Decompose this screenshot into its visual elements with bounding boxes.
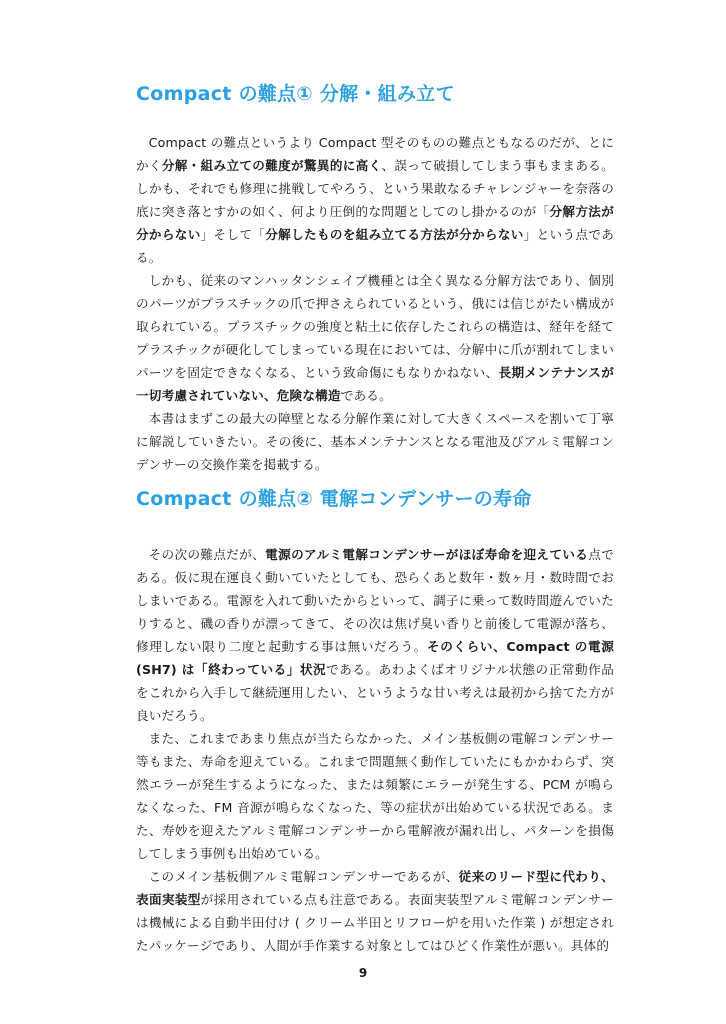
section-heading-capacitor-lifespan: Compact の難点② 電解コンデンサーの寿命 [136,488,532,510]
paragraph: このメイン基板側アルミ電解コンデンサーであるが、従来のリード型に代わり、表面実装型が採用されている点も注意である。表面実装型アルミ電解コンデンサーは機械による自動半田付け ( クリーム半田とリフロー炉を用いた作業 ) が想定されたパッケージであり、人間が手作業する対象としてはひどく作業性が悪い。具体的 [136,869,614,953]
paragraph: その次の難点だが、電源のアルミ電解コンデンサーがほぼ寿命を迎えている点である。仮に現在運良く動いていたとしても、恐らくあと数年・数ヶ月・数時間でおしまいである。電源を入れて動いたからといって、調子に乗って数時間遊んでいたりすると、磯の香りが漂ってきて、その次は焦げ臭い香りと前後して電源が落ち、修理しない限り二度と起動する事は無いだろう。そのくらい、Compact の電源 (SH7) は「終わっている」状況である。あわよくばオリジナル状態の正常動作品をこれから入手して継続運用したい、というような甘い考えは最初から捨てた方が良いだろう。 [136,547,614,723]
bold-emphasis: 電源のアルミ電解コンデンサーがほぼ寿命を迎えている [265,547,589,562]
bold-emphasis: 長期メンテナンスが一切考慮されていない、危険な構造 [136,365,614,403]
paragraph: Compact の難点というより Compact 型そのものの難点ともなるのだが、とにかく分解・組み立ての難度が驚異的に高く、誤って破損してしまう事もままある。しかも、それでも修理に挑戦してやろう、という果敢なるチャレンジャーを奈落の底に突き落とすかの如く、何より圧倒的な問題としてのし掛かるのが「分解方法が分からない」そして「分解したものを組み立てる方法が分からない」という点である。 [136,135,615,265]
section-heading-disassembly: Compact の難点① 分解・組み立て [136,83,455,105]
bold-emphasis: 分解・組み立ての難度が驚異的に高く [161,158,382,173]
section-disassembly-body [136,131,614,476]
bold-emphasis: そのくらい、Compact の電源 (SH7) は「終わっている」状況 [136,639,614,677]
bold-emphasis: 分解したものを組み立てる方法が分からない [265,227,524,242]
paragraph: また、これまであまり焦点が当たらなかった、メイン基板側の電解コンデンサー等もまた、寿命を迎えている。これまで問題無く動作していたにもかかわらず、突然エラーが発生するようになった、または頻繁にエラーが発生する、PCM が鳴らなくなった、FM 音源が鳴らなくなった、等の症状が出始めている状況である。また、寿妙を迎えたアルミ電解コンデンサーから電解液が漏れ出し、パターンを損傷してしまう事例も出始めている。 [136,731,614,861]
paragraph: しかも、従来のマンハッタンシェイプ機種とは全く異なる分解方法であり、個別のパーツがプラスチックの爪で押さえられているという、俄には信じがたい構成が取られている。プラスチックの強度と粘土に依存したこれらの構造は、経年を経てプラスチックが硬化してしまっている現在においては、分解中に爪が割れてしまいパーツを固定できなくなる、という致命傷にもなりかねない、長期メンテナンスが一切考慮されていない、危険な構造である。 [136,273,614,403]
bold-emphasis: 従来のリード型に代わり、表面実装型 [136,869,614,907]
section-capacitor-body [136,543,614,957]
bold-emphasis: 分解方法が分からない [136,204,614,242]
paragraph: 本書はまずこの最大の障壁となる分解作業に対して大きくスペースを割いて丁寧に解説していきたい。その後に、基本メンテナンスとなる電池及びアルミ電解コンデンサーの交換作業を掲載する。 [136,411,614,472]
page-number: 9 [358,966,368,980]
